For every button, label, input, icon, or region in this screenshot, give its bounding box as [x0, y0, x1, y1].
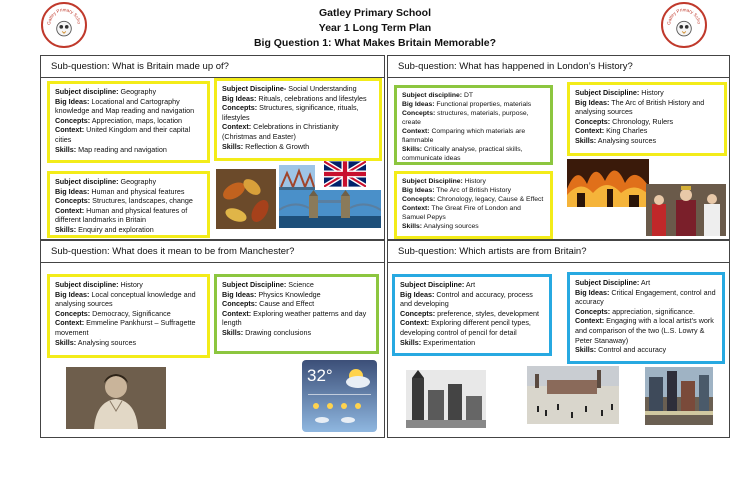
quadrant-title: Sub-question: What has happened in London’s History? [388, 56, 729, 78]
lesson-box: Subject Discipline: Art Big Ideas: Control and accuracy, process and developing Concepts: preference, styles, development Context: Exploring different pencil types, developing control of pencil for detail Skills: Experimentation [392, 274, 552, 356]
lesson-box: Subject Discipline: History Big Ideas: The Arc of British History Concepts: Chronology, legacy, Cause & Effect Context: The Great Fire of London and Samuel Pepys Skills: Analysing sources [394, 171, 553, 239]
quadrant-manchester [40, 240, 385, 438]
quadrant-britain [40, 55, 385, 240]
autumn-leaves-photo [216, 169, 276, 229]
lesson-box: Subject discipline: DT Big Ideas: Functional properties, materials Concepts: structures, materials, purpose, create Context: Comparing which materials are flammable Skills: Critically analyse, practical skills, communicate ideas [394, 85, 553, 165]
quadrant-title: Sub-question: What is Britain made up of? [41, 56, 384, 78]
stanaway-painting [645, 367, 713, 425]
school-name: Gatley Primary School [318, 7, 432, 19]
quadrant-title: Sub-question: What does it mean to be from Manchester? [41, 241, 384, 263]
lesson-box: Subject discipline: Geography Big Ideas: Locational and Cartography knowledge and Map reading and navigation Concepts: Appreciation, maps, location Context: United Kingdom and their capital cities Skills: Map reading and navigation [47, 81, 210, 163]
plan-title: Year 1 Long Term Plan [318, 22, 432, 34]
great-fire-painting [567, 159, 649, 207]
lesson-box: Subject Discipline: Art Big Ideas: Critical Engagement, control and accuracy Concepts: appreciation, significance. Context: Engaging with a local artist’s work and comparison of the two (L.S. Lowry & Peter Stanaway) Skills: Control and accuracy [567, 272, 725, 364]
lesson-box: Subject Discipline- Social Understanding Big Ideas: Rituals, celebrations and lifestyles Concepts: Structures, significance, rituals, lifestyles Context: Celebrations in Christianity (Christmas and Easter) Skills: Reflection & Growth [214, 78, 382, 161]
weather-temperature: 32° [307, 366, 333, 385]
big-question: Big Question 1: What Makes Britain Memorable? [253, 37, 497, 49]
emmeline-pankhurst-photo [66, 367, 166, 429]
tower-bridge-photo [279, 190, 381, 228]
king-charles-photo [646, 184, 726, 236]
union-jack-flag [324, 161, 366, 187]
lowry-painting [527, 366, 619, 424]
pencil-sketch-city [406, 370, 486, 428]
lesson-box: Subject Discipline: History Big Ideas: The Arc of British History and analysing sources Concepts: Chronology, Rulers Context: King Charles Skills: Analysing sources [567, 82, 727, 156]
quadrant-london-history [387, 55, 730, 240]
weather-app-image [302, 360, 377, 432]
lesson-box: Subject Discipline: Science Big Ideas: Physics Knowledge Concepts: Cause and Effect Context: Exploring weather patterns and day length Skills: Drawing conclusions [214, 274, 379, 354]
quadrant-title: Sub-question: Which artists are from Britain? [388, 241, 729, 263]
logo-text-left: Gatley Primary Scho [46, 7, 82, 26]
logo-text-right: Gatley Primary Scho [666, 7, 702, 26]
lesson-box: Subject discipline: History Big Ideas: Local conceptual knowledge and analysing sources Concepts: Democracy, Significance Context: Emmeline Pankhurst – Suffragette movement Skills: Analysing sources [47, 274, 210, 358]
lesson-box: Subject discipline: Geography Big Ideas: Human and physical features Concepts: Structures, landscapes, change Context: Human and physical features of different landmarks in Britain Skills: Enquiry and exploration [47, 171, 210, 238]
quadrant-artists [387, 240, 730, 438]
